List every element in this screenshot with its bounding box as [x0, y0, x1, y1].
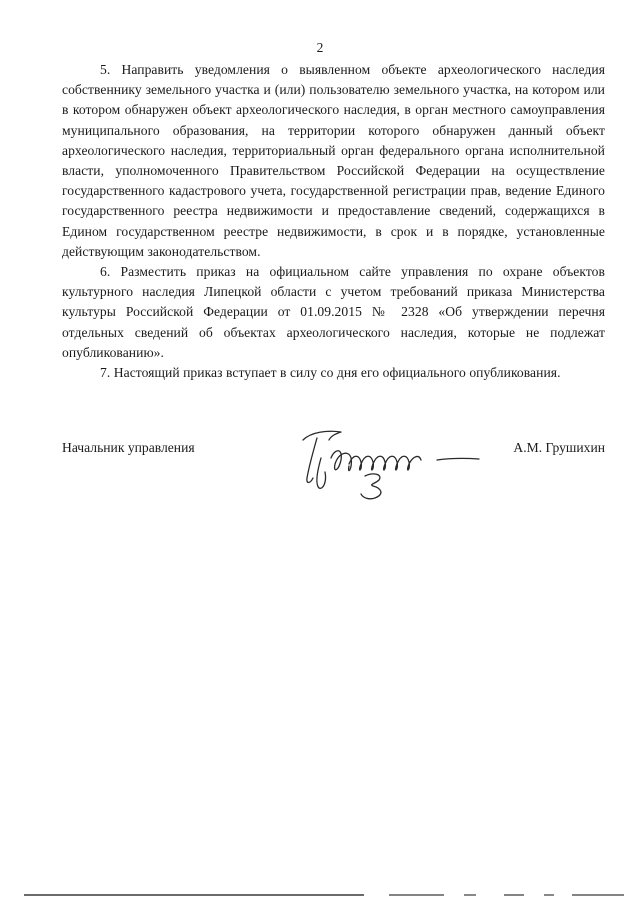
signatory-name: А.М. Грушихин — [513, 440, 605, 455]
paragraph-7: 7. Настоящий приказ вступает в силу со дня его официального опубликования. — [100, 365, 561, 381]
paragraph-5: 5. Направить уведомления о выявленном объекте археологического наследия собственнику земельного участка и (или) пользователю земельного участка, на котором или в котором обнаружен объект археологического наследия, в орган местного самоуправления муниципального образования, на территории которого обнаружен данный объект археологического наследия, территориальный орган федерального органа исполнительной власти, уполномоченного Правительством Российской Федерации на осуществление государственного кадастрового учета, государственной регистрации прав, ведение Единого государственного реестра недвижимости и предоставление сведений, содержащихся в Едином государственном реестре недвижимости, в срок и в порядке, установленные действующим законодательством. — [62, 62, 605, 259]
page-number: 2 — [316, 40, 324, 55]
handwritten-signature — [287, 418, 547, 508]
paragraph-6: 6. Разместить приказ на официальном сайте управления по охране объектов культурного наследия Липецкой области с учетом требований приказа Министерства культуры Российской Федерации от 01.09.2015 № 2328 «Об утверждении перечня отдельных сведений об объектах археологического наследия, которые не подлежат опубликованию». — [62, 264, 605, 360]
document-body — [62, 60, 605, 383]
scan-edge-line — [24, 892, 624, 898]
signatory-position: Начальник управления — [62, 440, 195, 455]
